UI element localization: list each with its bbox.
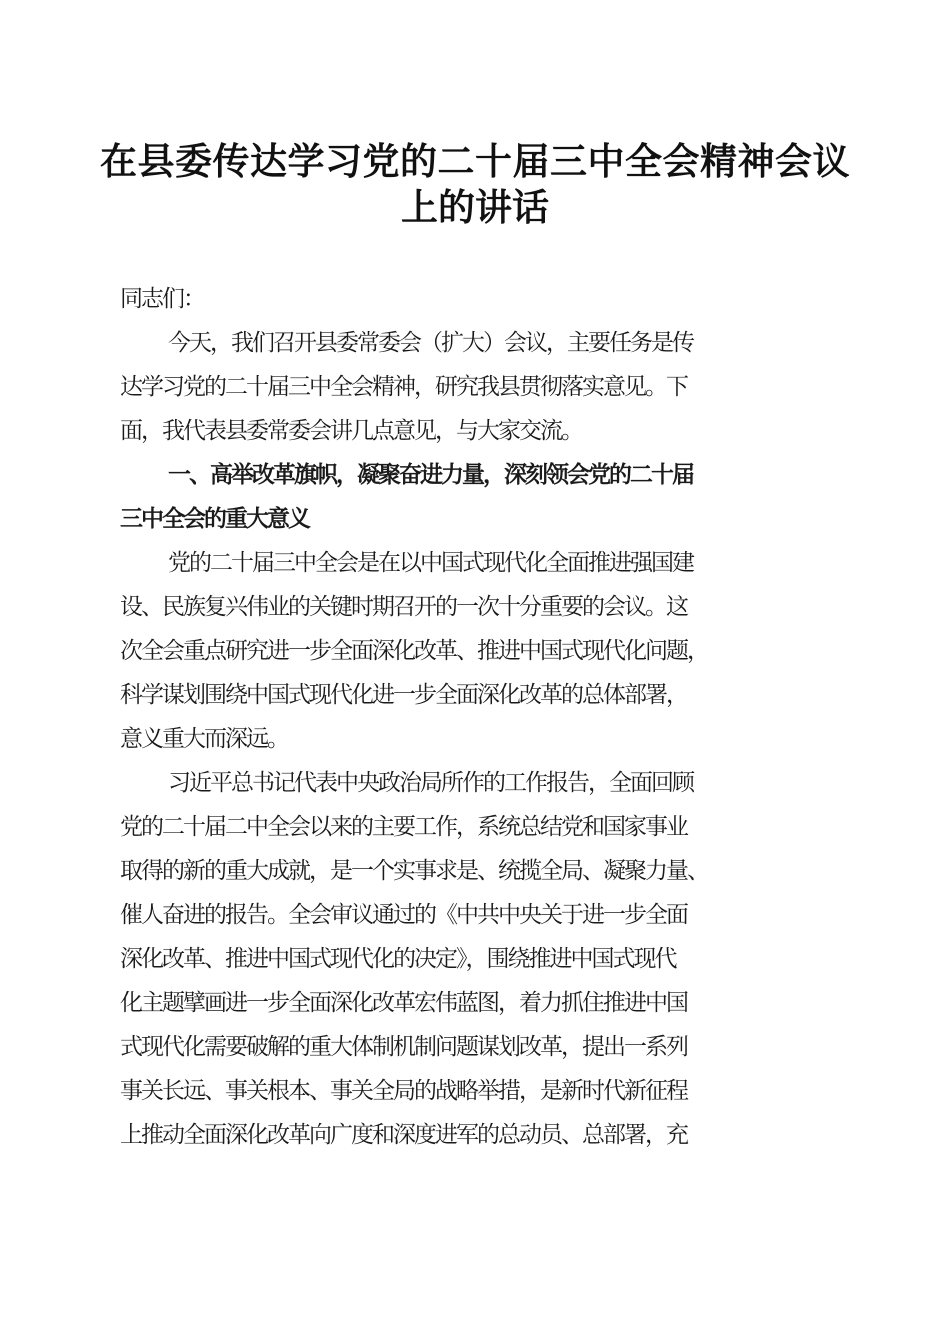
section-heading-1-line-2: 三中全会的重大意义 [120, 506, 309, 532]
paragraph-3-line-5: 深化改革、推进中国式现代化的决定》，围绕推进中国式现代 [120, 946, 676, 972]
paragraph-3-line-4: 催人奋进的报告。全会审议通过的《中共中央关于进一步全面 [120, 902, 687, 928]
paragraph-2-line-3: 次全会重点研究进一步全面深化改革、推进中国式现代化问题， [120, 638, 708, 664]
paragraph-1-line-1: 今天，我们召开县委常委会（扩大）会议，主要任务是传 [168, 330, 693, 356]
paragraph-3-line-1: 习近平总书记代表中央政治局所作的工作报告，全面回顾 [168, 770, 693, 796]
document-title-line-2: 上的讲话 [401, 185, 549, 229]
document-title-line-1: 在县委传达学习党的二十届三中全会精神会议 [100, 139, 850, 183]
paragraph-3-line-2: 党的二十届二中全会以来的主要工作，系统总结党和国家事业 [120, 814, 687, 840]
paragraph-2-line-4: 科学谋划围绕中国式现代化进一步全面深化改革的总体部署， [120, 682, 687, 708]
salutation: 同志们： [120, 286, 204, 312]
paragraph-2-line-2: 设、民族复兴伟业的关键时期召开的一次十分重要的会议。这 [120, 594, 687, 620]
paragraph-3-line-6: 化主题擘画进一步全面深化改革宏伟蓝图，着力抓住推进中国 [120, 990, 687, 1016]
paragraph-3-line-9: 上推动全面深化改革向广度和深度进军的总动员、总部署，充 [120, 1122, 687, 1148]
paragraph-3-line-8: 事关长远、事关根本、事关全局的战略举措，是新时代新征程 [120, 1078, 687, 1104]
paragraph-2-line-5: 意义重大而深远。 [120, 726, 288, 752]
paragraph-3-line-3: 取得的新的重大成就，是一个实事求是、统揽全局、凝聚力量、 [120, 858, 708, 884]
paragraph-3-line-7: 式现代化需要破解的重大体制机制问题谋划改革，提出一系列 [120, 1034, 687, 1060]
paragraph-2-line-1: 党的二十届三中全会是在以中国式现代化全面推进强国建 [168, 550, 693, 576]
section-heading-1-line-1: 一、高举改革旗帜，凝聚奋进力量，深刻领会党的二十届 [168, 462, 693, 488]
paragraph-1-line-2: 达学习党的二十届三中全会精神，研究我县贯彻落实意见。下 [120, 374, 687, 400]
paragraph-1-line-3: 面，我代表县委常委会讲几点意见，与大家交流。 [120, 418, 582, 444]
